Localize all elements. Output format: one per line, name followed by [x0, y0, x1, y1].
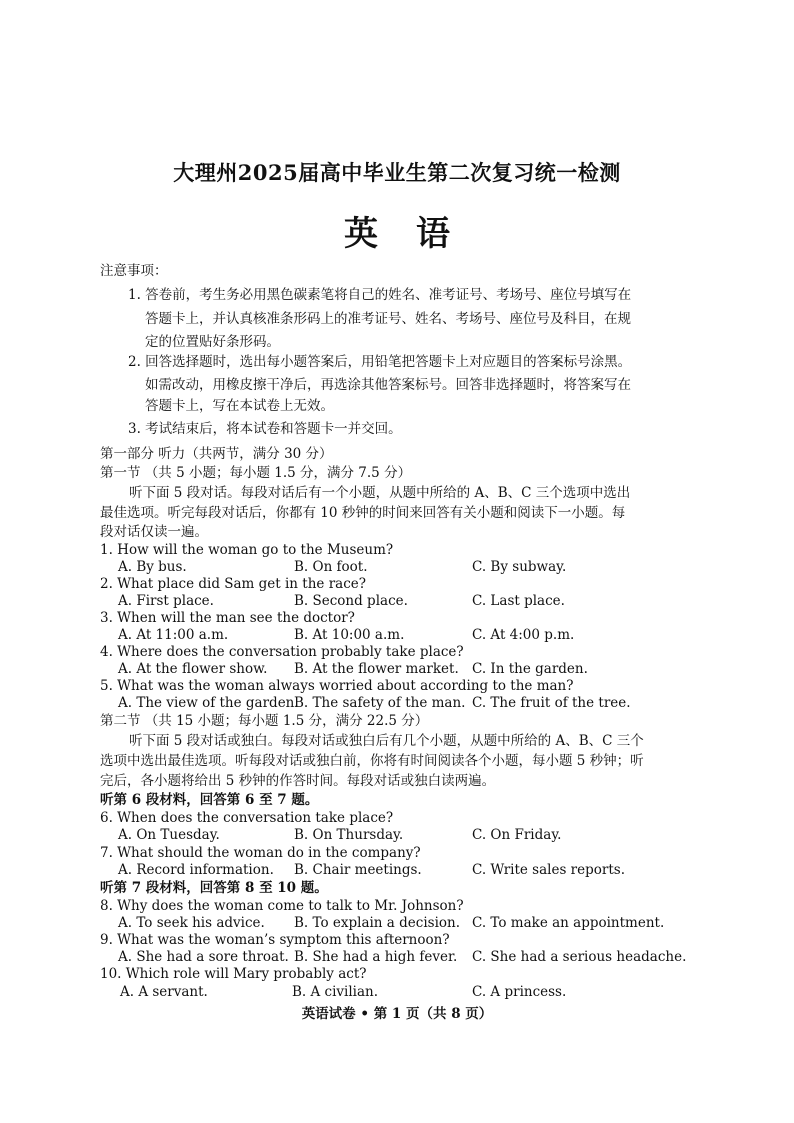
material-6-heading: 听第 6 段材料，回答第 6 至 7 题。 [100, 792, 319, 808]
option-b: B. A civilian. [292, 984, 379, 1000]
option-b: B. Chair meetings. [294, 862, 422, 878]
section1-instructions-3: 段对话仅读一遍。 [100, 524, 208, 540]
question-stem: 1. How will the woman go to the Museum? [100, 542, 394, 558]
option-a: A. To seek his advice. [118, 915, 265, 931]
question-stem: 3. When will the man see the doctor? [100, 610, 355, 626]
question-stem: 7. What should the woman do in the company? [100, 845, 421, 861]
section1-instructions-1: 听下面 5 段对话。每段对话后有一个小题，从题中所给的 A、B、C 三个选项中选出 [129, 485, 631, 501]
option-c: C. By subway. [472, 559, 567, 575]
note-2-line-3: 答题卡上，写在本试卷上无效。 [145, 398, 334, 414]
part1-heading: 第一部分 听力（共两节，满分 30 分） [100, 446, 333, 462]
option-b: B. The safety of the man. [294, 695, 466, 711]
option-b: B. At the flower market. [294, 661, 459, 677]
option-a: A. On Tuesday. [118, 827, 220, 843]
option-c: C. To make an appointment. [472, 915, 665, 931]
option-c: C. On Friday. [472, 827, 562, 843]
option-a: A. First place. [118, 593, 214, 609]
question-stem: 10. Which role will Mary probably act? [100, 966, 367, 982]
question-stem: 8. Why does the woman come to talk to Mr. Johnson? [100, 898, 464, 914]
section1-heading: 第一节 （共 5 小题；每小题 1.5 分，满分 7.5 分） [100, 465, 412, 481]
material-7-heading: 听第 7 段材料，回答第 8 至 10 题。 [100, 880, 328, 896]
option-a: A. She had a sore throat. [118, 949, 289, 965]
option-b: B. On foot. [294, 559, 368, 575]
option-c: C. Write sales reports. [472, 862, 625, 878]
question-stem: 6. When does the conversation take place? [100, 810, 394, 826]
note-3: 3. 考试结束后，将本试卷和答题卡一并交回。 [128, 421, 402, 437]
note-1-line-1: 1. 答卷前，考生务必用黑色碳素笔将自己的姓名、准考证号、考场号、座位号填写在 [128, 287, 632, 303]
section1-instructions-2: 最佳选项。听完每段对话后，你都有 10 秒钟的时间来回答有关小题和阅读下一小题。每 [100, 505, 626, 521]
section2-heading: 第二节 （共 15 小题；每小题 1.5 分，满分 22.5 分） [100, 713, 429, 729]
note-1-line-2: 答题卡上，并认真核准条形码上的准考证号、姓名、考场号、座位号及科目，在规 [145, 311, 631, 327]
option-c: C. She had a serious headache. [472, 949, 687, 965]
note-2-line-2: 如需改动，用橡皮擦干净后，再选涂其他答案标号。回答非选择题时，将答案写在 [145, 377, 631, 393]
page-footer: 英语试卷 • 第 1 页（共 8 页） [301, 1006, 493, 1022]
option-a: A. Record information. [118, 862, 274, 878]
question-stem: 2. What place did Sam get in the race? [100, 576, 366, 592]
option-c: C. A princess. [472, 984, 567, 1000]
option-b: B. To explain a decision. [294, 915, 461, 931]
note-2-line-1: 2. 回答选择题时，选出每小题答案后，用铅笔把答题卡上对应题目的答案标号涂黑。 [128, 354, 632, 370]
option-a: A. A servant. [120, 984, 208, 1000]
option-a: A. At 11:00 a.m. [118, 627, 229, 643]
question-stem: 4. Where does the conversation probably take place? [100, 644, 464, 660]
note-1-line-3: 定的位置贴好条形码。 [145, 334, 280, 350]
option-b: B. On Thursday. [294, 827, 404, 843]
option-c: C. In the garden. [472, 661, 588, 677]
option-b: B. She had a high fever. [294, 949, 458, 965]
option-b: B. At 10:00 a.m. [294, 627, 405, 643]
section2-instructions-2: 选项中选出最佳选项。听每段对话或独白前，你将有时间阅读各个小题，每小题 5 秒钟；听 [100, 753, 644, 769]
option-b: B. Second place. [294, 593, 408, 609]
question-stem: 9. What was the woman’s symptom this afternoon? [100, 932, 450, 948]
option-c: C. The fruit of the tree. [472, 695, 631, 711]
section2-instructions-3: 完后，各小题将给出 5 秒钟的作答时间。每段对话或独白读两遍。 [100, 773, 496, 789]
option-a: A. At the flower show. [118, 661, 268, 677]
option-a: A. By bus. [118, 559, 187, 575]
subject-title: 英语 [344, 214, 488, 254]
section2-instructions-1: 听下面 5 段对话或独白。每段对话或独白后有几个小题，从题中所给的 A、B、C 三个 [129, 733, 644, 749]
exam-title: 大理州2025届高中毕业生第二次复习统一检测 [173, 160, 621, 185]
notes-heading: 注意事项： [100, 263, 168, 279]
option-a: A. The view of the garden. [118, 695, 299, 711]
option-c: C. Last place. [472, 593, 565, 609]
option-c: C. At 4:00 p.m. [472, 627, 575, 643]
question-stem: 5. What was the woman always worried about according to the man? [100, 678, 574, 694]
